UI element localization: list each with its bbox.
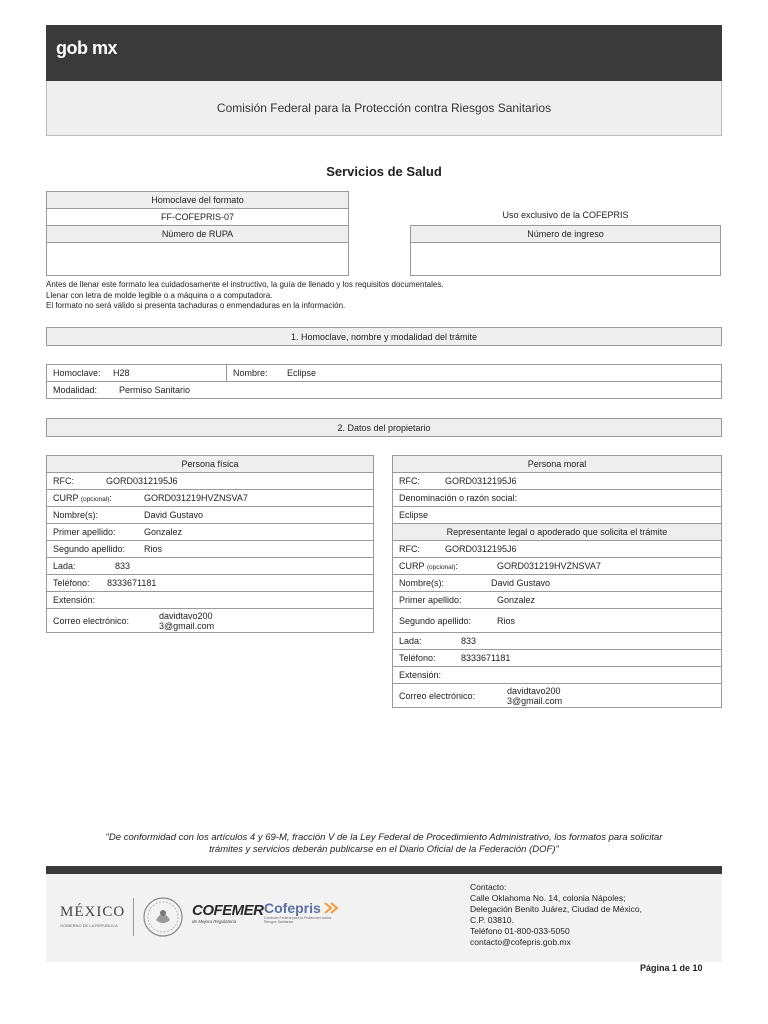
page-title: Servicios de Salud bbox=[326, 164, 442, 179]
instruction-line: El formato no será válido si presenta tachaduras o enmendaduras en la información. bbox=[46, 301, 346, 310]
homoclave-label: Homoclave del formato bbox=[47, 192, 349, 209]
pm-correo-cell[interactable] bbox=[393, 684, 722, 708]
legal-quote bbox=[40, 832, 728, 856]
cofepris-logo-sub: Comisión Federal para la Protección contra Riesgos Sanitarios bbox=[264, 916, 332, 924]
pf-curp-label: CURP bbox=[53, 493, 79, 503]
gobmx-logo[interactable]: gob mx bbox=[56, 38, 118, 58]
pm-curp-optional: (opcional) bbox=[426, 564, 456, 571]
homoclave-table bbox=[46, 191, 349, 276]
cofepris-arrows-icon bbox=[323, 901, 343, 915]
pm-telefono-label: Teléfono: bbox=[399, 653, 436, 663]
ingreso-value-field[interactable] bbox=[411, 243, 721, 276]
ingreso-table bbox=[410, 225, 721, 276]
homoclave-cell[interactable] bbox=[47, 365, 227, 382]
pf-nombre-value: David Gustavo bbox=[144, 510, 204, 520]
page-number: Página 1 de 10 bbox=[640, 963, 703, 973]
persona-fisica-header: Persona física bbox=[47, 456, 374, 473]
pm-nombre-value: David Gustavo bbox=[491, 578, 551, 588]
pf-primer-value: Gonzalez bbox=[144, 527, 183, 537]
pm-primer-label: Primer apellido: bbox=[399, 595, 462, 605]
section1-modalidad-value: Permiso Sanitario bbox=[119, 385, 191, 395]
pm-denominacion-value: Eclipse bbox=[399, 510, 429, 520]
instruction-line: Antes de llenar este formato lea cuidadosamente el instructivo, la guía de llenado y los requisitos documentales. bbox=[46, 280, 444, 289]
cofemer-logo bbox=[192, 902, 264, 932]
pf-telefono-label: Teléfono: bbox=[53, 578, 90, 588]
pf-rfc-value: GORD0312195J6 bbox=[106, 476, 178, 486]
quote-line1: "De conformidad con los artículos 4 y 69-M, fracción V de la Ley Federal de Procedimiento Administrativo, los formatos para solicitar bbox=[105, 832, 663, 843]
section1-homoclave-value: H28 bbox=[113, 368, 130, 378]
contact-line: Delegación Benito Juárez, Ciudad de México, bbox=[470, 904, 642, 914]
contact-line: C.P. 03810. bbox=[470, 915, 514, 925]
pf-curp-cell[interactable]: CURP (opcional): GORD031219HVZNSVA7 bbox=[47, 490, 374, 507]
pm-extension-cell[interactable] bbox=[393, 667, 722, 684]
pf-segundo-label: Segundo apellido: bbox=[53, 544, 126, 554]
section1-nombre-label: Nombre: bbox=[233, 368, 268, 378]
pm-curp-value: GORD031219HVZNSVA7 bbox=[497, 561, 601, 571]
pf-correo-cell[interactable] bbox=[47, 609, 374, 633]
mexico-logo bbox=[60, 900, 140, 936]
pm-curp-label: CURP bbox=[399, 561, 425, 571]
rupa-label: Número de RUPA bbox=[47, 226, 349, 243]
pm-lada-label: Lada: bbox=[399, 636, 422, 646]
pm-segundo-label: Segundo apellido: bbox=[399, 615, 472, 626]
pm-denominacion-label: Denominación o razón social: bbox=[399, 493, 518, 503]
pf-curp-optional: (opcional) bbox=[80, 496, 110, 503]
pm-rfc-cell[interactable] bbox=[393, 473, 722, 490]
pm-segundo-cell[interactable] bbox=[393, 609, 722, 633]
homoclave-value: FF-COFEPRIS-07 bbox=[47, 209, 349, 226]
pm-denominacion-label-cell bbox=[393, 490, 722, 507]
pm-lada-cell[interactable] bbox=[393, 633, 722, 650]
nombre-cell[interactable] bbox=[227, 365, 722, 382]
pm-nombre-cell[interactable] bbox=[393, 575, 722, 592]
section1-header: 1. Homoclave, nombre y modalidad del trámite bbox=[46, 327, 722, 346]
pf-correo-line2: 3@gmail.com bbox=[159, 620, 215, 631]
pm-telefono-cell[interactable] bbox=[393, 650, 722, 667]
pm-primer-cell[interactable] bbox=[393, 592, 722, 609]
footer-bar bbox=[46, 866, 722, 874]
logo-divider bbox=[133, 898, 134, 936]
contact-info bbox=[470, 882, 642, 948]
contact-line: Contacto: bbox=[470, 882, 507, 892]
pf-correo-label: Correo electrónico: bbox=[53, 615, 130, 626]
pm-extension-label: Extensión: bbox=[399, 670, 442, 680]
persona-fisica-table bbox=[46, 455, 374, 633]
pm-nombre-label: Nombre(s): bbox=[399, 578, 445, 588]
agency-title-box bbox=[46, 81, 722, 136]
pm-primer-value: Gonzalez bbox=[497, 595, 536, 605]
pf-lada-label: Lada: bbox=[53, 561, 76, 571]
pm-curp-cell[interactable]: CURP (opcional): GORD031219HVZNSVA7 bbox=[393, 558, 722, 575]
rupa-value-field[interactable] bbox=[47, 243, 349, 276]
mexico-logo-sub: GOBIERNO DE LA REPÚBLICA bbox=[60, 923, 118, 928]
pf-lada-cell[interactable] bbox=[47, 558, 374, 575]
section1-homoclave-label: Homoclave: bbox=[53, 368, 101, 378]
pm-segundo-value: Rios bbox=[497, 615, 516, 626]
gob-header-bar bbox=[46, 25, 722, 81]
pf-nombre-cell[interactable] bbox=[47, 507, 374, 524]
section1-table bbox=[46, 364, 722, 399]
agency-name: Comisión Federal para la Protección contra Riesgos Sanitarios bbox=[216, 101, 552, 115]
mexico-logo-text: MÉXICO bbox=[60, 904, 126, 920]
cofepris-exclusive-label: Uso exclusivo de la COFEPRIS bbox=[502, 210, 629, 220]
ingreso-label: Número de ingreso bbox=[411, 226, 721, 243]
pf-primer-label: Primer apellido: bbox=[53, 527, 116, 537]
persona-moral-table bbox=[392, 455, 722, 708]
pf-nombre-label: Nombre(s): bbox=[53, 510, 99, 520]
modalidad-cell[interactable] bbox=[47, 382, 722, 399]
contact-line: Calle Oklahoma No. 14, colonia Nápoles; bbox=[470, 893, 626, 903]
quote-line2: trámites y servicios deberán publicarse en el Diario Oficial de la Federación (DOF)" bbox=[209, 844, 559, 855]
persona-moral-header: Persona moral bbox=[393, 456, 722, 473]
pf-extension-label: Extensión: bbox=[53, 595, 96, 605]
instructions bbox=[46, 280, 444, 312]
section1-modalidad-label: Modalidad: bbox=[53, 385, 98, 395]
pf-rfc-cell[interactable] bbox=[47, 473, 374, 490]
pm-correo-line2: 3@gmail.com bbox=[507, 695, 563, 706]
instruction-line: Llenar con letra de molde legible o a máquina o a computadora. bbox=[46, 290, 273, 300]
pf-telefono-cell[interactable] bbox=[47, 575, 374, 592]
pf-curp-value: GORD031219HVZNSVA7 bbox=[144, 493, 248, 503]
national-seal-icon bbox=[142, 896, 184, 938]
pm-rep-rfc-label: RFC: bbox=[399, 544, 420, 554]
pm-telefono-value: 8333671181 bbox=[461, 653, 511, 663]
pf-extension-cell[interactable] bbox=[47, 592, 374, 609]
pf-lada-value: 833 bbox=[115, 561, 131, 571]
pf-segundo-cell[interactable] bbox=[47, 541, 374, 558]
pm-rfc-value: GORD0312195J6 bbox=[445, 476, 517, 486]
pm-representante-header: Representante legal o apoderado que solicita el trámite bbox=[393, 524, 722, 541]
pf-correo-line1: davidtavo200 bbox=[159, 610, 213, 621]
pm-correo-label: Correo electrónico: bbox=[399, 690, 476, 701]
contact-email-link[interactable]: contacto@cofepris.gob.mx bbox=[470, 937, 571, 947]
cofemer-logo-text: COFEMER bbox=[192, 902, 264, 919]
pm-rfc-label: RFC: bbox=[399, 476, 420, 486]
section2-header: 2. Datos del propietario bbox=[46, 418, 722, 437]
pm-lada-value: 833 bbox=[461, 636, 477, 646]
cofepris-logo bbox=[264, 900, 352, 932]
section1-nombre-value: Eclipse bbox=[287, 368, 317, 378]
pf-segundo-value: Rios bbox=[144, 544, 163, 554]
pm-rep-rfc-value: GORD0312195J6 bbox=[445, 544, 517, 554]
cofemer-logo-sub: de Mejora Regulatoria bbox=[192, 919, 237, 924]
pf-primer-cell[interactable] bbox=[47, 524, 374, 541]
pf-rfc-label: RFC: bbox=[53, 476, 74, 486]
cofepris-logo-text: Cofepris bbox=[264, 900, 321, 916]
pf-telefono-value: 8333671181 bbox=[107, 578, 157, 588]
contact-phone[interactable]: Teléfono 01-800-033-5050 bbox=[470, 926, 570, 936]
pm-correo-line1: davidtavo200 bbox=[507, 685, 561, 696]
pm-denominacion-cell[interactable] bbox=[393, 507, 722, 524]
pm-rep-rfc-cell[interactable] bbox=[393, 541, 722, 558]
